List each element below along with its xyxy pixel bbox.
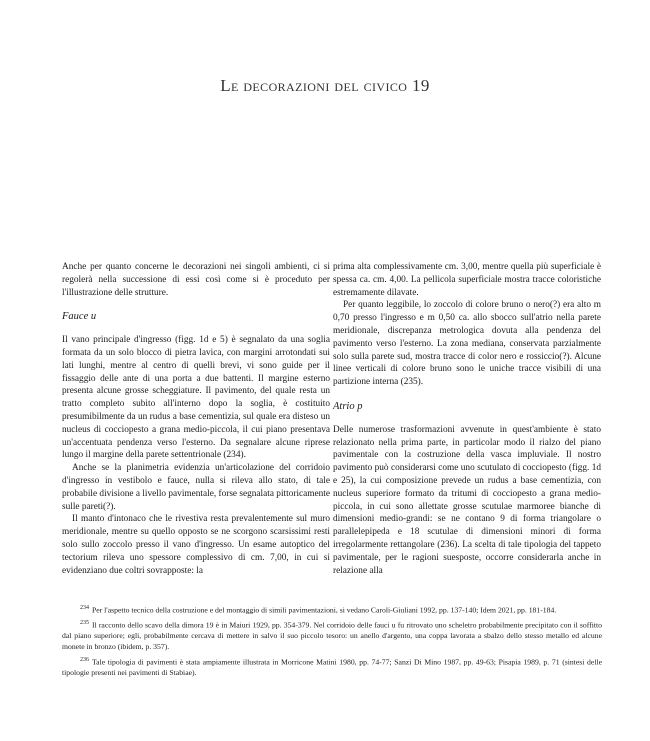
footnote-number: 234	[80, 605, 89, 611]
body-paragraph: Per quanto leggibile, lo zoccolo di colore bruno o nero(?) era alto m 0,70 presso l'ingresso e m 0,50 ca. allo sbocco sull'atrio nella parete meridionale, discrepanza metrologica dovuta alla pendenza del pavimento verso l'esterno. La zona mediana, conservata parzialmente solo sulla parete sud, mostra tracce di color nero e rossiccio(?). Alcune linee verticali di colore bruno sono le uniche tracce visibili di una partizione interna (235).	[333, 300, 601, 388]
body-paragraph: prima alta complessivamente cm. 3,00, mentre quella più superficiale è spessa ca. cm. 4,00. La pellicola superficiale mostra tracce coloristiche estremamente dilavate.	[333, 262, 601, 298]
footnote-text: Il racconto dello scavo della dimora 19 è in Maiuri 1929, pp. 354-379. Nel corridoio delle fauci u fu ritrovato uno scheletro probabilmente precipitato con il soffitto dal piano superiore; egli, probabilmente cercava di mettere in salvo il suo piccolo tesoro: un anello d'argento, una coppa lavorata a sbalzo dello stesso metallo ed alcune monete in bronzo (ibidem, p. 357).	[62, 620, 602, 651]
footnote-number: 235	[80, 620, 89, 627]
left-column	[62, 261, 330, 577]
body-paragraph: Anche se la planimetria evidenzia un'articolazione del corridoio d'ingresso in vestibolo e fauce, nulla si rileva allo stato, di tale probabile divisione a livello pavimentale, forse segnalata pittoricamente sulle pareti(?).	[62, 463, 330, 512]
intro-paragraph: Anche per quanto concerne le decorazioni nei singoli ambienti, ci si regolerà nella successione di essi così come si è proceduto per l'illustrazione delle strutture.	[62, 262, 330, 298]
footnotes	[62, 603, 602, 680]
section-heading-atrio: Atrio p	[333, 400, 363, 412]
footnote	[62, 603, 602, 616]
footnote	[62, 618, 602, 652]
footnote-text: Tale tipologia di pavimenti è stata ampiamente illustrata in Morricone Matini 1980, pp. 74-77; Sanzi Di Mino 1987, pp. 49-63; Pisapia 1989, p. 71 (sintesi delle tipologie presenti nei pavimenti di Stabiae).	[62, 657, 602, 677]
body-paragraph: Il manto d'intonaco che le rivestiva resta prevalentemente sul muro meridionale, mentre su quello opposto se ne scorgono scarsissimi resti solo sullo zoccolo presso il vano d'ingresso. Un esame autoptico del tectorium rileva uno spessore complessivo di cm. 7,00, in cui si evidenziano due coltri sovrapposte: la	[62, 514, 330, 576]
footnote	[62, 655, 602, 679]
body-paragraph: Il vano principale d'ingresso (figg. 1d e 5) è segnalato da una soglia formata da un solo blocco di pietra lavica, con margini arrotondati sui lati lunghi, mentre al centro di quelli brevi, vi sono guide per il fissaggio delle ante di una porta a due battenti. Il margine esterno presenta alcune grosse scheggiature. Il pavimento, del quale resta un tratto completo subito all'interno dopo la soglia, è costituito presumibilmente da un rudus a base cementizia, sul quale era disteso un nucleus di cocciopesto a grana medio-piccola, il cui piano presentava un'accentuata pendenza verso l'esterno. Da segnalare alcune riprese lungo il margine della parete settentrionale (234).	[62, 335, 330, 461]
right-column	[333, 261, 601, 577]
chapter-title: Le decorazioni del civico 19	[220, 76, 430, 95]
footnote-text: Per l'aspetto tecnico della costruzione e del montaggio di simili pavimentazioni, si vedano Caroli-Giuliani 1992, pp. 137-140; Idem 2021, pp. 181-184.	[92, 605, 557, 615]
footnote-number: 236	[80, 656, 89, 663]
body-paragraph: Delle numerose trasformazioni avvenute in quest'ambiente è stato relazionato nella prima parte, in particolar modo il rialzo del piano pavimentale con la costruzione della vasca impluviale. Il nostro pavimento può considerarsi come uno scutulato di cocciopesto (figg. 1d e 25), la cui composizione prevede un rudus a base cementizia, con nucleus superiore formato da tritumi di cocciopesto a grana medio-piccola, in cui sono allettate grosse scutulae marmoree bianche di dimensioni medio-grandi: se ne contano 9 di forma triangolare o parallelepipeda e 18 scutulae di dimensioni minori di forma irregolarmente rettangolare (236). La scelta di tale tipologia del tappeto pavimentale, per le ragioni suesposte, occorre considerarla anche in relazione alla	[333, 424, 601, 576]
section-heading-fauce: Fauce u	[62, 311, 97, 323]
